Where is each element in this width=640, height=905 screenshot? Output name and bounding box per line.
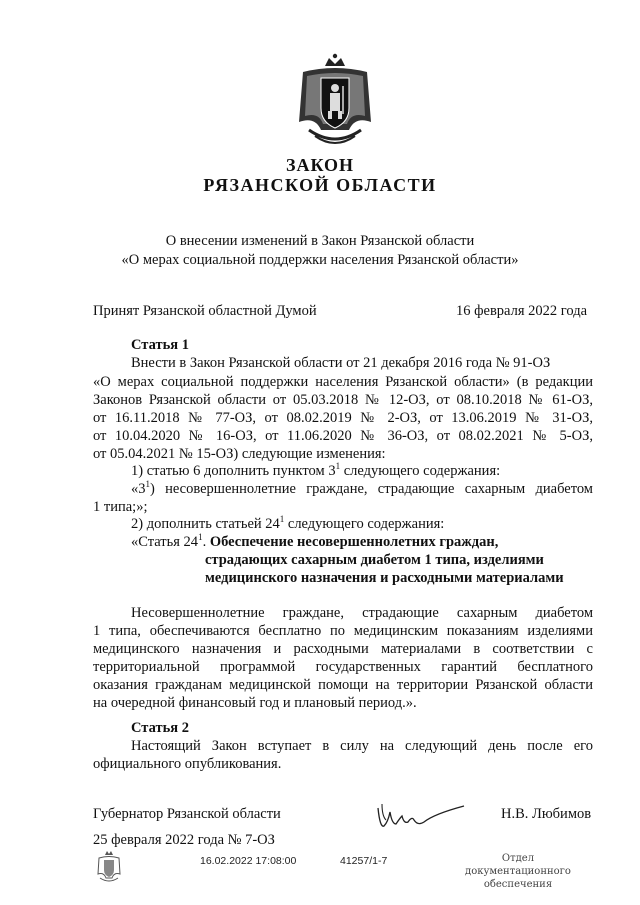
new-article-title-line-3: медицинского назначения и расходными материалами <box>205 570 564 586</box>
new-article-text-line: на очередной финансовый год и плановый период.». <box>93 695 417 711</box>
item-2-line: 2) дополнить статьей $24^1$ следующего содержания: <box>131 514 445 532</box>
adoption-date: 16 февраля 2022 года <box>456 303 588 319</box>
subtitle-line-2: «О мерах социальной поддержки населения Рязанской области» <box>121 252 519 268</box>
item-1-line: 1) статью 6 дополнить пунктом $3^1$ следующего содержания: <box>131 461 501 479</box>
article-2-heading: Статья 2 <box>131 720 189 736</box>
adopted-by: Принят Рязанской областной Думой <box>93 303 317 319</box>
article-1-text-line: Внести в Закон Рязанской области от 21 декабря 2016 года № 91-ОЗ <box>131 355 551 371</box>
governor-name: Н.В. Любимов <box>501 806 592 822</box>
footer-timestamp: 16.02.2022 17:08:00 <box>200 855 297 867</box>
article-1-text-line: Законов Рязанской области от 05.03.2018 № 12-ОЗ, от 08.10.2018 № 61-ОЗ, <box>93 392 593 408</box>
department-stamp: Отдел документационного обеспечения <box>465 853 571 890</box>
law-date-number: 25 февраля 2022 года № 7-ОЗ <box>93 832 275 848</box>
article-1-heading: Статья 1 <box>131 337 189 353</box>
new-article-text-line: 1 типа, обеспечиваются бесплатно по медицинским показаниям изделиями <box>93 623 593 639</box>
law-title: ЗАКОН <box>285 155 355 175</box>
new-article-text-line: оказания гражданам медицинской помощи на территории Рязанской области <box>93 677 593 693</box>
handwritten-signature <box>372 798 472 834</box>
article-1-text-line: от 16.11.2018 № 77-ОЗ, от 08.02.2019 № 2-ОЗ, от 13.06.2019 № 31-ОЗ, <box>93 410 593 426</box>
coat-of-arms-emblem <box>295 52 375 152</box>
new-article-text-line: Несовершеннолетние граждане, страдающие сахарным диабетом <box>131 605 593 621</box>
article-1-text-line: от 10.04.2020 № 16-ОЗ, от 11.06.2020 № 36-ОЗ, от 08.02.2021 № 5-ОЗ, <box>93 428 593 444</box>
footer-doc-id: 41257/1-7 <box>340 855 388 867</box>
article-1-text-line: от 05.04.2021 № 15-ОЗ) следующие изменения: <box>93 446 386 462</box>
quote-1-line: «$3^1$) несовершеннолетние граждане, страдающие сахарным диабетом <box>131 479 593 497</box>
law-region: РЯЗАНСКОЙ ОБЛАСТИ <box>203 175 437 195</box>
new-article-text-line: медицинского назначения и расходными материалами в соответствии с <box>93 641 593 657</box>
new-article-text-line: территориальной программой государственных гарантий бесплатного <box>93 659 593 675</box>
article-2-text-line: Настоящий Закон вступает в силу на следующий день после его <box>131 738 593 754</box>
subtitle-line-1: О внесении изменений в Закон Рязанской области <box>165 233 475 249</box>
quote-1-end: 1 типа;»; <box>93 499 148 515</box>
small-emblem-icon <box>96 850 122 884</box>
new-article-title-line-2: страдающих сахарным диабетом 1 типа, изделиями <box>205 552 544 568</box>
new-article-heading: «Статья $24^1$. Обеспечение несовершеннолетних граждан, <box>131 532 499 550</box>
governor-position: Губернатор Рязанской области <box>93 806 281 822</box>
article-2-text-line: официального опубликования. <box>93 756 282 772</box>
article-1-text-line: «О мерах социальной поддержки населения Рязанской области» (в редакции <box>93 374 593 390</box>
